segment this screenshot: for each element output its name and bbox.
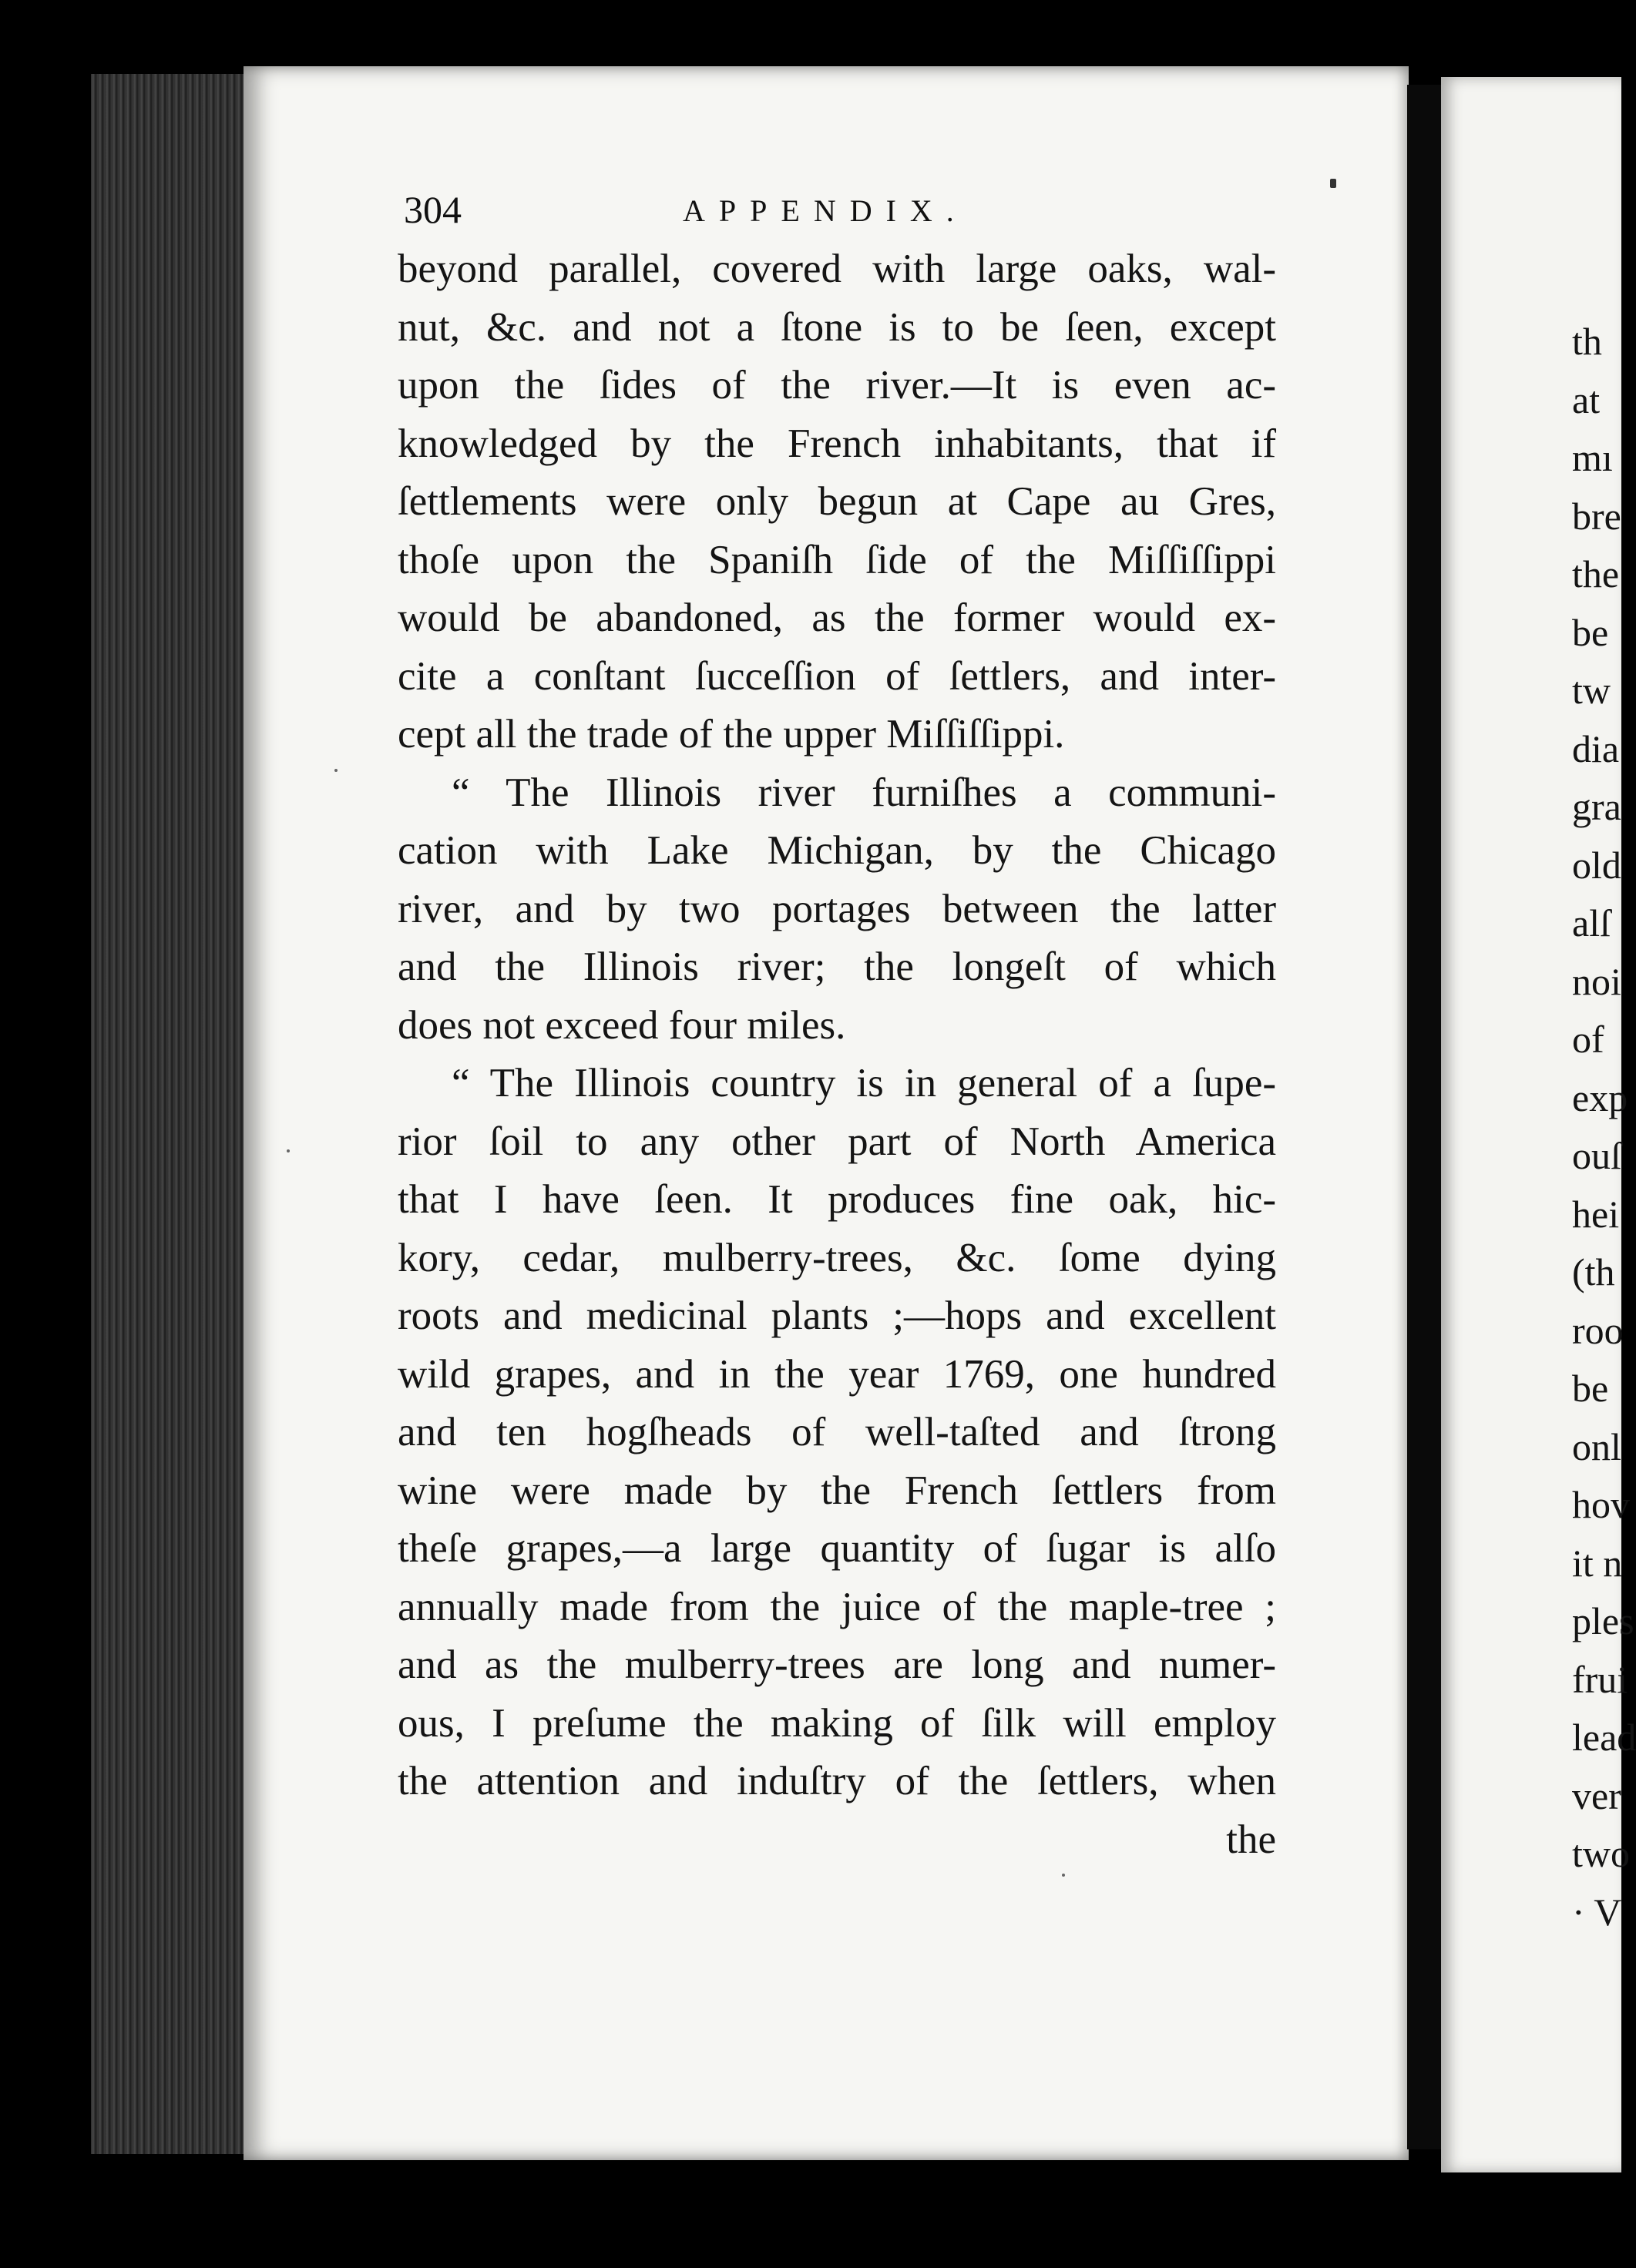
facing-page-fragment: hei	[1572, 1192, 1620, 1236]
text-line: cation with Lake Michigan, by the Chicago	[398, 828, 1276, 873]
facing-page-fragment: it n	[1572, 1541, 1623, 1585]
page-header	[398, 185, 1276, 247]
text-line: wild grapes, and in the year 1769, one hundred	[398, 1351, 1276, 1397]
facing-page-fragment: exp	[1572, 1075, 1628, 1119]
ink-speck	[1062, 1874, 1065, 1877]
facing-page-fragment: frui	[1572, 1657, 1628, 1701]
text-line: annually made from the juice of the maple-tree ;	[398, 1584, 1276, 1629]
page-number: 304	[404, 188, 462, 231]
text-line: river, and by two portages between the latter	[398, 886, 1276, 931]
facing-page-text-fragments	[1572, 313, 1636, 1941]
facing-page-fragment: dia	[1572, 726, 1620, 770]
facing-page-fragment: th	[1572, 320, 1602, 363]
facing-page-fragment: bre	[1572, 494, 1621, 538]
text-line: that I have ſeen. It produces fine oak, hic-	[398, 1177, 1276, 1222]
facing-page-fragment: (th	[1572, 1250, 1615, 1293]
text-line: nut, &c. and not a ſtone is to be ſeen, except	[398, 304, 1276, 350]
text-line: “ The Illinois country is in general of a ſupe-	[452, 1061, 1276, 1105]
facing-page-fragment: of	[1572, 1018, 1604, 1061]
text-line: kory, cedar, mulberry-trees, &c. ſome dying	[398, 1235, 1276, 1280]
facing-page-fragment: onl	[1572, 1424, 1621, 1468]
facing-page-fragment: noi	[1572, 959, 1621, 1003]
text-line: ous, I preſume the making of ſilk will employ	[398, 1700, 1276, 1746]
facing-page-fragment: the	[1572, 552, 1620, 596]
facing-page-fragment: two	[1572, 1832, 1630, 1875]
ink-speck	[287, 1149, 290, 1152]
facing-page-fragment: at	[1572, 377, 1601, 421]
facing-page-fragment: lead	[1572, 1716, 1636, 1759]
facing-page-fragment: ouſ	[1572, 1134, 1621, 1177]
book-page-edges	[91, 74, 248, 2154]
running-title: APPENDIX.	[683, 193, 968, 228]
text-line: “ The Illinois river furniſhes a communi-	[452, 770, 1276, 815]
text-line: theſe grapes,—a large quantity of ſugar is alſo	[398, 1526, 1276, 1571]
facing-page-fragment: old	[1572, 843, 1621, 887]
text-line: would be abandoned, as the former would ex-	[398, 596, 1276, 640]
ink-speck	[334, 769, 338, 772]
ink-speck	[1330, 179, 1336, 188]
facing-page-fragment: be	[1572, 1367, 1609, 1410]
text-line: knowledged by the French inhabitants, that if	[398, 421, 1276, 466]
text-line: cite a conſtant ſucceſſion of ſettlers, and inter-	[398, 653, 1276, 699]
text-line: ſettlements were only begun at Cape au Gres,	[398, 479, 1276, 524]
text-line: the	[1226, 1817, 1276, 1862]
facing-page-fragment: · V	[1572, 1890, 1622, 1934]
text-line: and as the mulberry-trees are long and numer-	[398, 1642, 1276, 1687]
text-line: wine were made by the French ſettlers from	[398, 1468, 1276, 1513]
facing-page-fragment: mı	[1572, 436, 1613, 479]
text-line: thoſe upon the Spaniſh ſide of the Miſſiſſippi	[398, 537, 1276, 582]
text-line: rior ſoil to any other part of North America	[398, 1119, 1276, 1164]
text-line: upon the ſides of the river.—It is even ac-	[398, 363, 1276, 408]
body-text	[398, 240, 1276, 1869]
facing-page-fragment: gra	[1572, 785, 1621, 828]
text-line: cept all the trade of the upper Miſſiſſippi.	[398, 712, 1065, 757]
text-line: the attention and induſtry of the ſettlers, when	[398, 1759, 1276, 1803]
text-line: beyond parallel, covered with large oaks, wal-	[398, 247, 1276, 291]
book-gutter	[1407, 85, 1443, 2149]
facing-page-fragment: be	[1572, 610, 1609, 654]
text-line: and the Illinois river; the longeſt of which	[398, 944, 1276, 989]
facing-page-fragment: roo	[1572, 1308, 1624, 1352]
text-line: and ten hogſheads of well-taſted and ſtrong	[398, 1410, 1276, 1454]
text-line: does not exceed four miles.	[398, 1002, 846, 1048]
facing-page-fragment: ver	[1572, 1773, 1621, 1817]
facing-page-fragment: ples	[1572, 1599, 1634, 1642]
facing-page-fragment: alſ	[1572, 901, 1611, 944]
facing-page-fragment: tw	[1572, 669, 1611, 712]
facing-page-fragment: hov	[1572, 1483, 1630, 1526]
text-line: roots and medicinal plants ;—hops and excellent	[398, 1293, 1276, 1338]
